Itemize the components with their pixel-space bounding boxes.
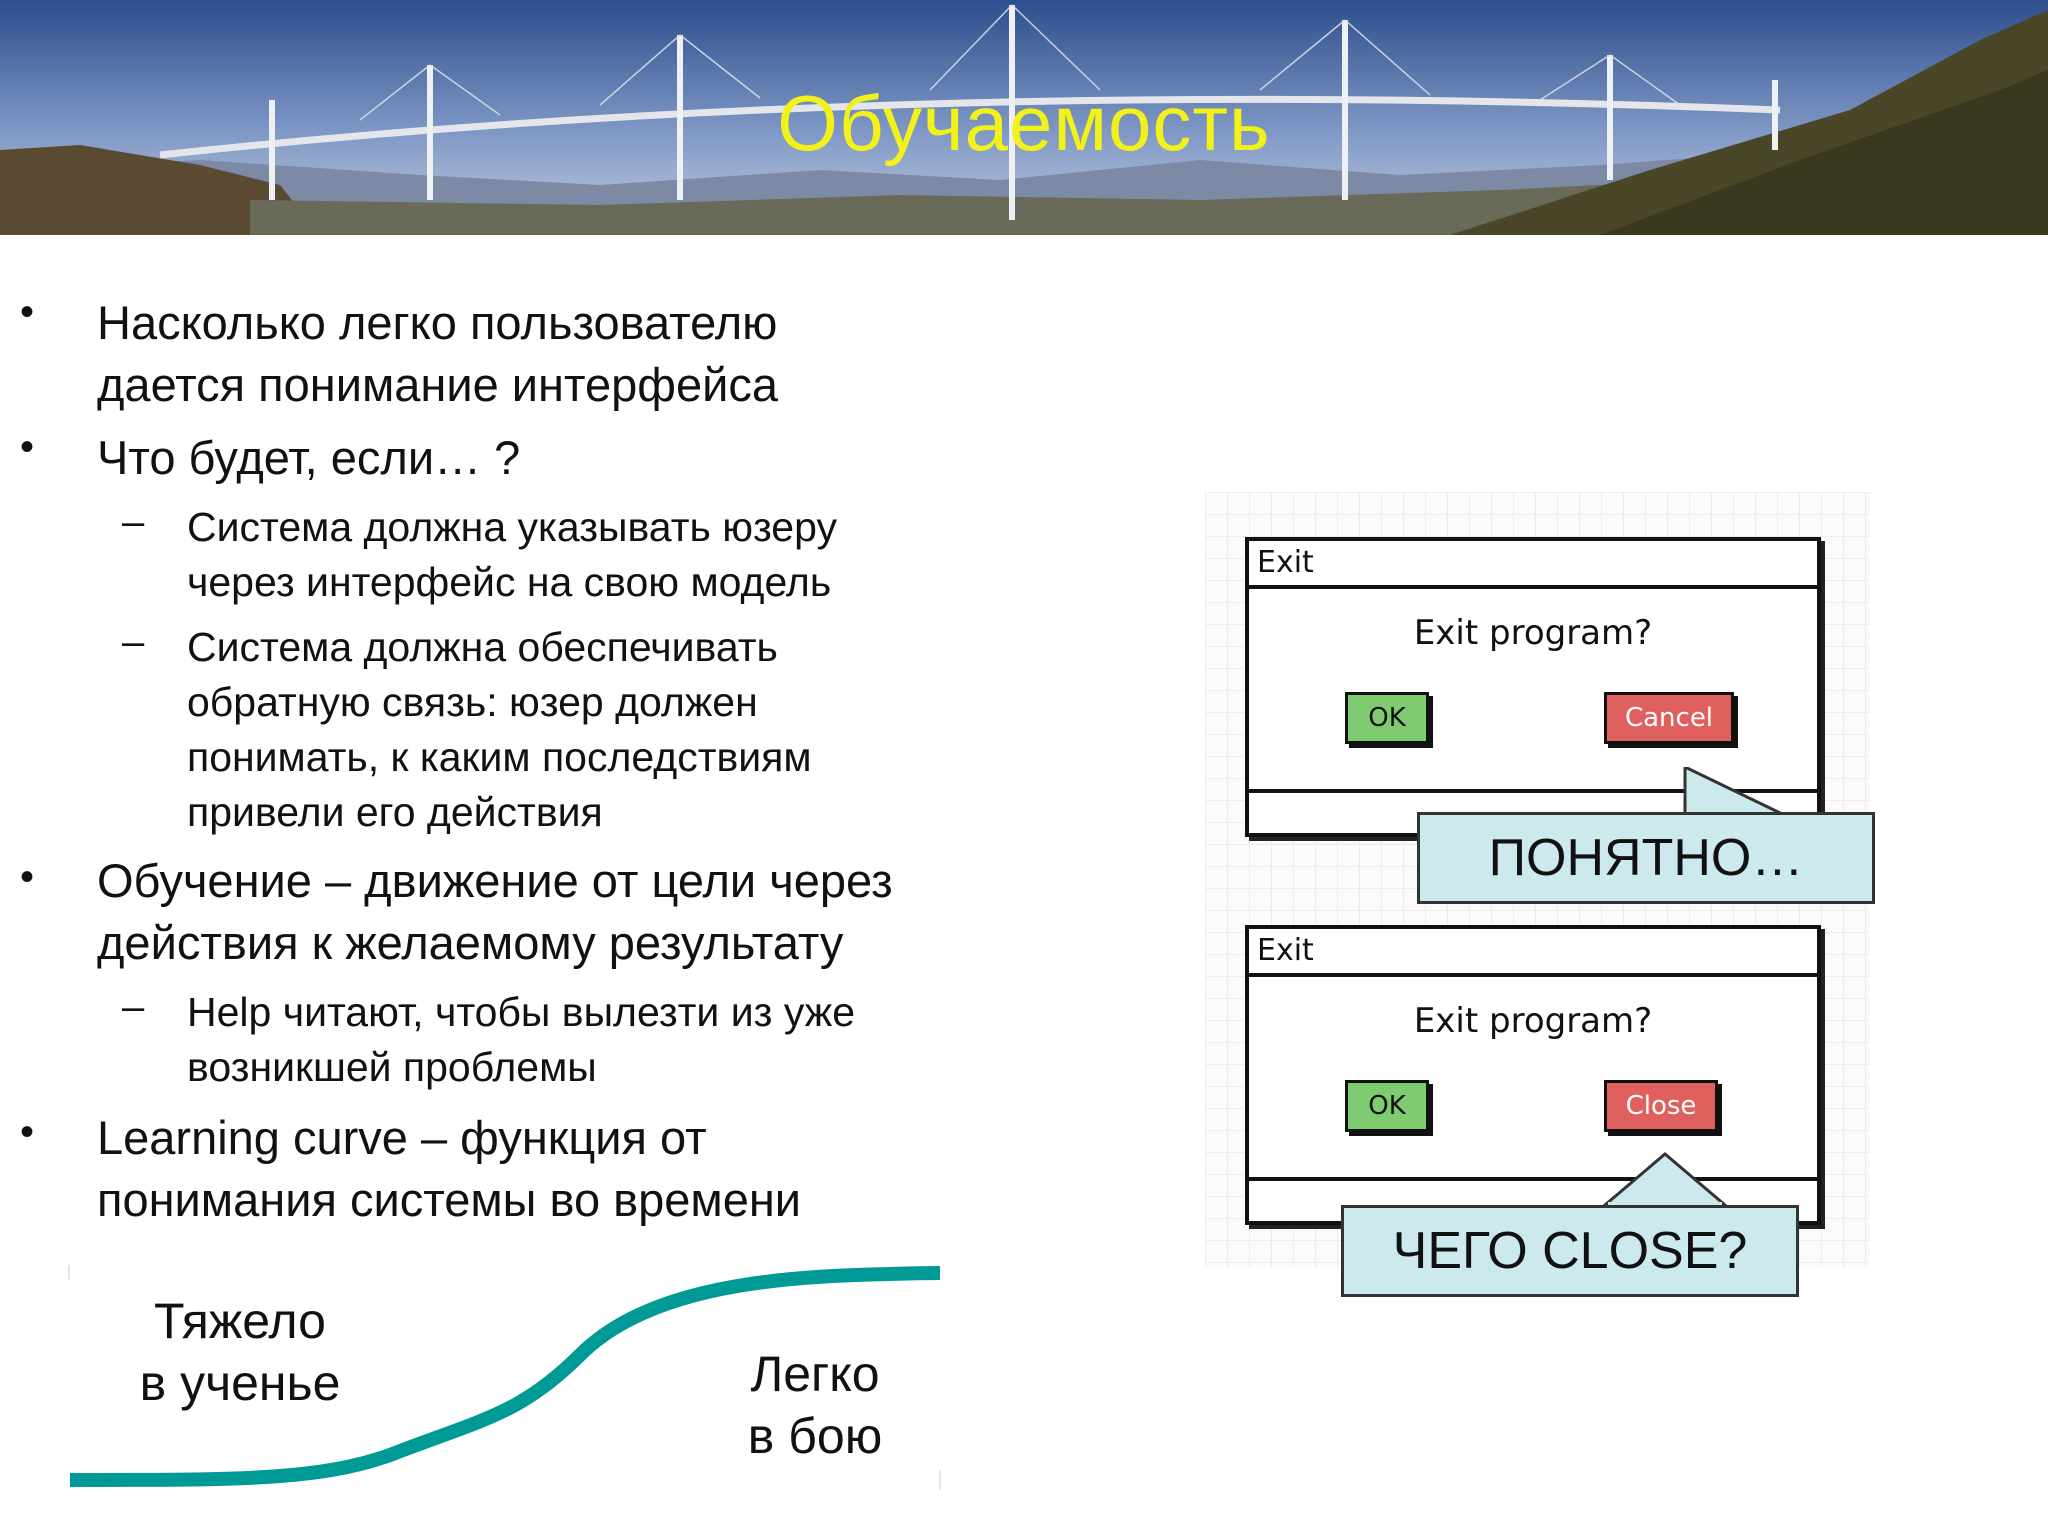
bullet-1-line-1: Насколько легко пользователю: [97, 296, 778, 349]
bullet-4-line-1: Learning curve – функция от: [97, 1111, 707, 1164]
slide-title: Обучаемость: [777, 79, 1271, 167]
bullet-2: Что будет, если… ?: [97, 431, 521, 484]
header-banner: [0, 0, 2048, 235]
callout-tail: [1600, 1152, 1740, 1207]
bullet-3-line-2: действия к желаемому результату: [97, 916, 844, 969]
bullet-2-sub-2-line-4: привели его действия: [187, 789, 603, 835]
bullet-marker: •: [20, 290, 35, 334]
dash-marker: –: [122, 985, 145, 1029]
dialog-question: Exit program?: [1413, 613, 1653, 653]
curve-label-easy: [700, 1343, 930, 1467]
bullet-4-line-2: понимания системы во времени: [97, 1173, 802, 1226]
bullet-3-line-1: Обучение – движение от цели через: [97, 854, 893, 907]
bullet-1-line-2: дается понимание интерфейса: [97, 358, 778, 411]
bullet-2-sub-1-line-2: через интерфейс на свою модель: [187, 559, 832, 605]
bullet-2-sub-2-line-2: обратную связь: юзер должен: [187, 679, 758, 725]
ok-button[interactable]: OK: [1345, 1080, 1429, 1132]
mockup-panel: [1205, 492, 1870, 1280]
dash-marker: –: [122, 620, 145, 664]
close-button[interactable]: Close: [1604, 1080, 1718, 1132]
ok-button[interactable]: OK: [1345, 692, 1429, 744]
bullet-2-sub-2-line-1: Система должна обеспечивать: [187, 624, 778, 670]
curve-label-easy-line-2: в бою: [747, 1408, 883, 1464]
callout-understood: ПОНЯТНО…: [1417, 812, 1875, 904]
dialog-title: Exit: [1249, 541, 1817, 589]
bullet-marker: •: [20, 1110, 35, 1154]
bullet-3-sub-1-line-2: возникшей проблемы: [187, 1044, 597, 1090]
curve-label-hard-line-2: в ученье: [139, 1355, 341, 1411]
callout-what-close: ЧЕГО CLOSE?: [1341, 1205, 1799, 1297]
dialog-title: Exit: [1249, 929, 1817, 977]
bullet-3-sub-1-line-1: Help читают, чтобы вылезти из уже: [187, 989, 856, 1035]
bullet-marker: •: [20, 855, 35, 899]
dialog-question: Exit program?: [1413, 1001, 1653, 1041]
curve-label-hard-line-1: Тяжело: [154, 1293, 326, 1349]
bullet-marker: •: [20, 425, 35, 469]
bullet-2-sub-2-line-3: понимать, к каким последствиям: [187, 734, 812, 780]
curve-label-hard: [120, 1290, 360, 1414]
curve-label-easy-line-1: Легко: [750, 1346, 880, 1402]
cancel-button[interactable]: Cancel: [1604, 692, 1734, 744]
dash-marker: –: [122, 500, 145, 544]
bullet-2-sub-1-line-1: Система должна указывать юзеру: [187, 504, 837, 550]
